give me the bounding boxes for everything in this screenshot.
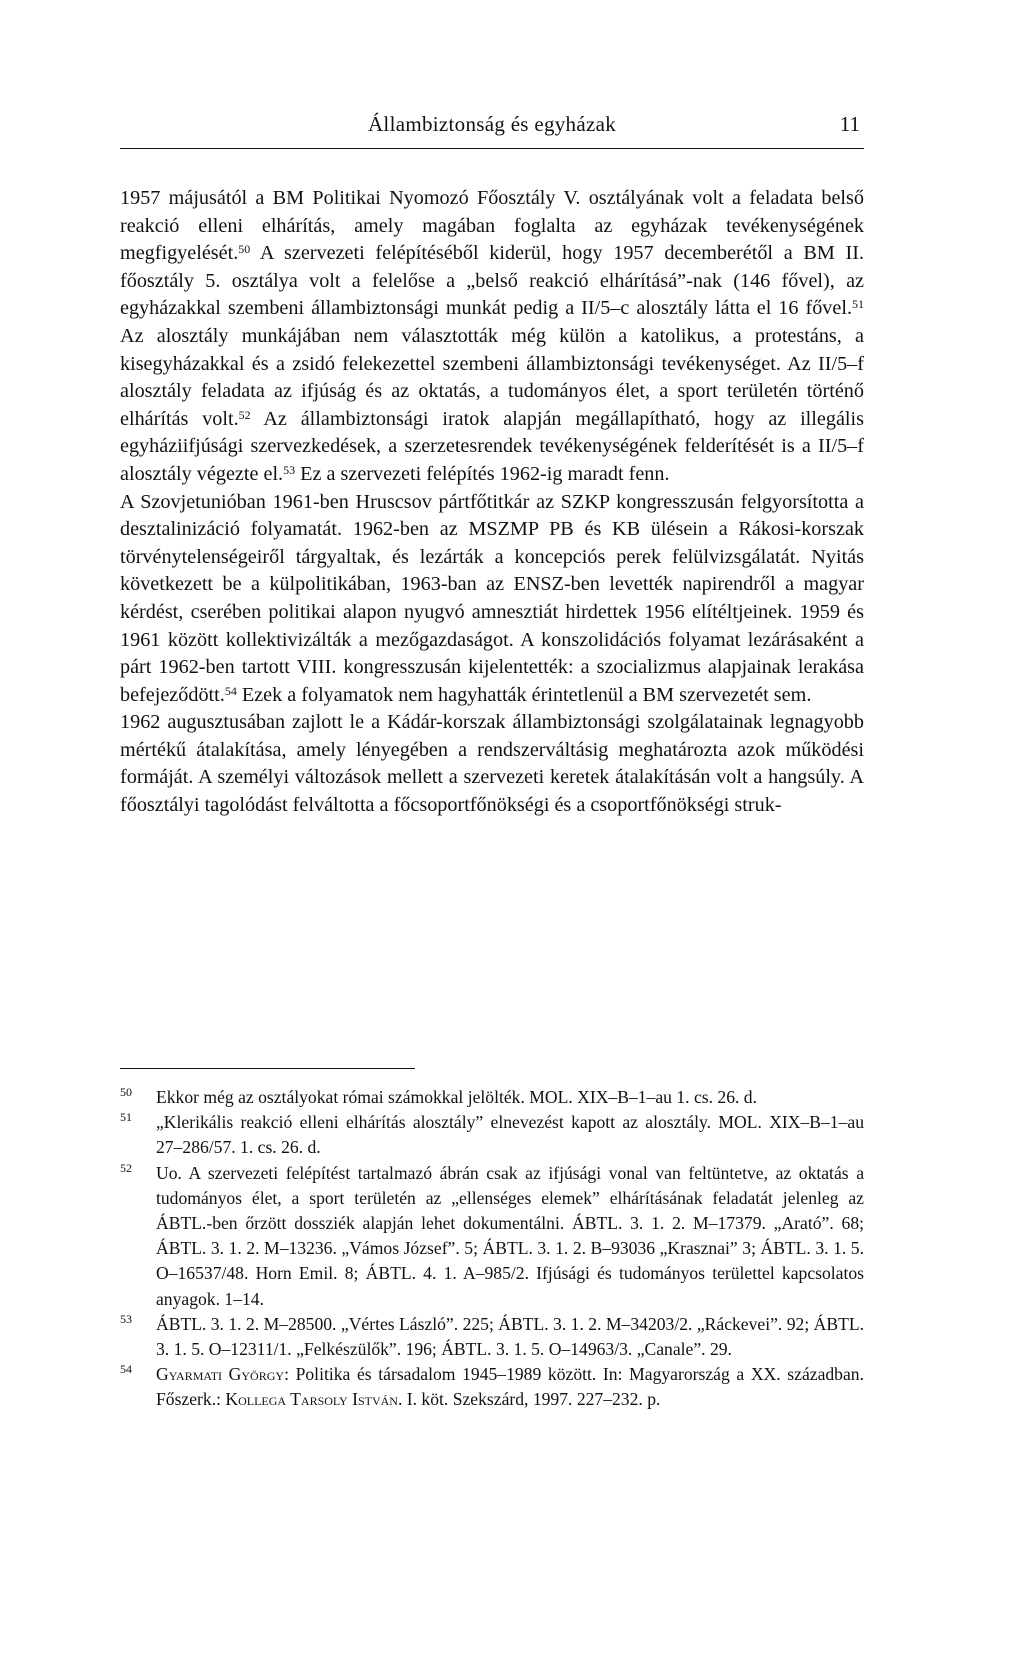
main-text	[120, 185, 864, 820]
paragraph: 1962 augusztusában zajlott le a Kádár-korszak állambiztonsági szolgálatainak legnagyobb mértékű átalakítása, amely lényegében a rendszerváltásig meghatározta azok működési formáját. A személyi változások mellett a szervezeti keretek átalakításán volt a hangsúly. A főosztályi tagolódást felváltotta a főcsoportfőnökségi és a csoportfőnökségi struk-	[120, 711, 864, 817]
page-number: 11	[839, 112, 860, 136]
footnote-ref: 51	[852, 297, 864, 312]
footnote: 50 Ekkor még az osztályokat római számokkal jelölték. MOL. XIX–B–1–au 1. cs. 26. d.	[120, 1085, 864, 1110]
running-title: Állambiztonság és egyházak	[367, 112, 617, 136]
footnote: 53 ÁBTL. 3. 1. 2. M–28500. „Vértes László”. 225; ÁBTL. 3. 1. 2. M–34203/2. „Ráckevei”. 92; ÁBTL. 3. 1. 5. O–12311/1. „Felkészülők”. 196; ÁBTL. 3. 1. 5. O–14963/3. „Canale”. 29.	[120, 1312, 864, 1362]
footnote-number: 51	[120, 1110, 132, 1125]
footnote: 51 „Klerikális reakció elleni elhárítás alosztály” elnevezést kapott az alosztály. MOL. XIX–B–1–au 27–286/57. 1. cs. 26. d.	[120, 1110, 864, 1160]
footnote-ref: 54	[224, 683, 237, 698]
footnote-number: 53	[120, 1311, 132, 1326]
footnote-ref: 50	[238, 242, 251, 257]
footnote-number: 54	[120, 1362, 132, 1377]
footnote-ref: 53	[283, 462, 296, 477]
footnote: 52 Uo. A szervezeti felépítést tartalmazó ábrán csak az ifjúsági vonal van feltüntetve, az oktatás a tudományos élet, a sport területén az „ellenséges elemek” elhárításának feladatát jelenleg az ÁBTL.-ben őrzött dossziék alapján lehet dokumentálni. ÁBTL. 3. 1. 2. M–17379. „Arató”. 68; ÁBTL. 3. 1. 2. M–13236. „Vámos József”. 5; ÁBTL. 3. 1. 2. B–93036 „Krasznai” 3; ÁBTL. 3. 1. 5. O–16537/48. Horn Emil. 8; ÁBTL. 4. 1. A–985/2. Ifjúsági és tudományos területtel kapcsolatos anyagok. 1–14.	[120, 1161, 864, 1312]
footnote-number: 52	[120, 1160, 132, 1175]
author-name: Gyarmati György	[156, 1364, 285, 1385]
author-name: Kollega Tarsoly István	[225, 1389, 398, 1410]
footnotes	[120, 1085, 864, 1413]
footnote-separator	[120, 1068, 415, 1069]
footnote-number: 50	[120, 1085, 132, 1099]
footnote-ref: 52	[238, 407, 251, 422]
paragraph: 1957 májusától a BM Politikai Nyomozó Főosztály V. osztályának volt a feladata belső reakció elleni elhárítás, amely magában foglalta az egyházak tevékenységének megfigyelését.$^{50}$ A szervezeti felépítéséből kiderül, hogy 1957 decemberétől a BM II. főosztály 5. osztálya volt a felelőse a „belső reakció elhárításá”-nak (146 fővel), az egyházakkal szembeni állambiztonsági munkát pedig a II/5–c alosztály látta el 16 fővel.$^{51}$ Az alosztály munkájában nem választották még külön a katolikus, a protestáns, a kisegyházakkal és a zsidó felekezettel szembeni állambiztonsági tevékenységet. Az II/5–f alosztály feladata az ifjúság és az oktatás, a tudományos élet, a sport területén történő elhárítás volt.$^{52}$ Az állambiztonsági iratok alapján megállapítható, hogy az illegális egyháziifjúsági szervezkedések, a szerzetesrendek tevékenységének felderítését is a II/5–f alosztály végezte el.$^{53}$ Ez a szervezeti felépítés 1962-ig maradt fenn.	[120, 187, 864, 485]
running-header	[120, 108, 864, 149]
paragraph: A Szovjetunióban 1961-ben Hruscsov pártfőtitkár az SZKP kongresszusán felgyorsította a desztalinizáció folyamatát. 1962-ben az MSZMP PB és KB ülésein a Rákosi-korszak törvénytelenségeiről tárgyaltak, és lezárták a koncepciós perek felülvizsgálatát. Nyitás következett be a külpolitikában, 1963-ban az ENSZ-ben levették napirendről a magyar kérdést, cserében politikai alapon nyugvó amnesztiát hirdettek 1956 elítéltjeinek. 1959 és 1961 között kollektivizálták a mezőgazdaságot. A konszolidációs folyamat lezárásaként a párt 1962-ben tartott VIII. kongresszusán kijelentették: a szocializmus alapjainak lerakása befejeződött.$^{54}$ Ezek a folyamatok nem hagyhatták érintetlenül a BM szervezetét sem.	[120, 490, 864, 706]
footnote: 54 Gyarmati György: Politika és társadalom 1945–1989 között. In: Magyarország a XX. században. Főszerk.: Kollega Tarsoly István. I. köt. Szekszárd, 1997. 227–232. p.	[120, 1362, 864, 1412]
